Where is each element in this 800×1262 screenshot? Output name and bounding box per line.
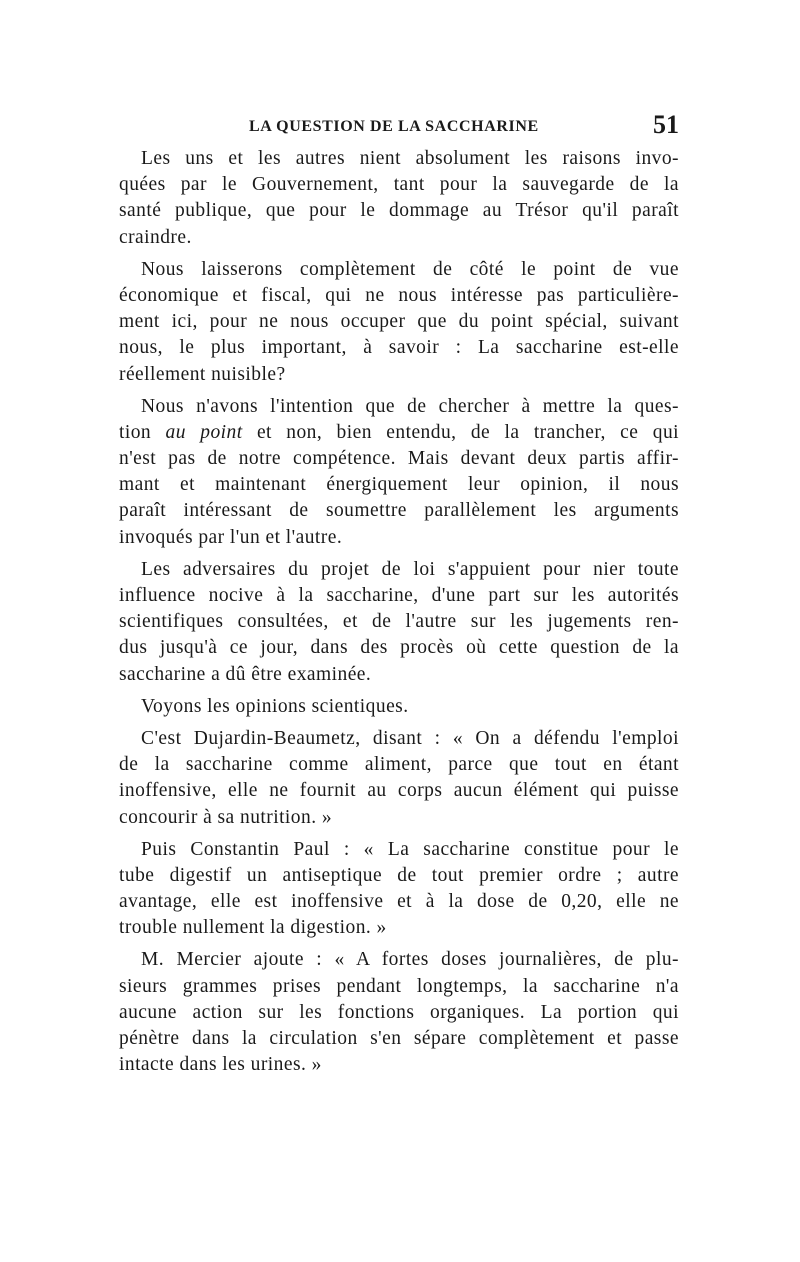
text-line: Les adversaires du projet de loi s'appuient pour nier toute [141, 558, 679, 580]
paragraph [119, 557, 679, 688]
text-line: Nous n'avons l'intention que de chercher à mettre la ques- [141, 395, 679, 417]
text-line: influence nocive à la saccharine, d'une part sur les autorités [119, 585, 679, 606]
text-line: économique et fiscal, qui ne nous intéresse pas particulière- [119, 284, 679, 306]
text-line: intacte dans les urines. » [119, 1054, 322, 1076]
text-line: Voyons les opinions scientiques. [141, 695, 409, 717]
text-line: inoffensive, elle ne fournit au corps aucun élément qui puisse [119, 780, 679, 802]
text-line: concourir à sa nutrition. » [119, 806, 333, 828]
text-line: Les uns et les autres nient absolument les raisons invo- [141, 148, 679, 169]
text-line: scientifiques consultées, et de l'autre sur les jugements ren- [119, 611, 679, 633]
text-line: paraît intéressant de soumettre parallèlement les arguments [119, 500, 679, 522]
text-line: trouble nullement la digestion. » [119, 917, 387, 939]
text-line: C'est Dujardin-Beaumetz, disant : « On a défendu l'emploi [141, 727, 679, 749]
text-line: Nous laisserons complètement de côté le point de vue [141, 258, 679, 280]
text-line: tube digestif un antiseptique de tout premier ordre ; autre [119, 864, 679, 886]
body-text [119, 146, 679, 1084]
text-line: santé publique, que pour le dommage au Trésor qu'il paraît [119, 200, 679, 222]
text-line: avantage, elle est inoffensive et à la dose de 0,20, elle ne [119, 891, 679, 913]
paragraph [119, 394, 679, 551]
paragraph [119, 694, 679, 720]
text-line: réellement nuisible? [119, 363, 286, 385]
text-line: nous, le plus important, à savoir : La saccharine est-elle [119, 337, 679, 359]
text-line: dus jusqu'à ce jour, dans des procès où cette question de la [119, 637, 679, 659]
text-line: mant et maintenant énergiquement leur opinion, il nous [119, 474, 679, 496]
text-fragment: et non, bien entendu, de la trancher, ce qui [256, 421, 680, 443]
text-line: de la saccharine comme aliment, parce que tout en étant [119, 754, 679, 776]
text-line: n'est pas de notre compétence. Mais devant deux partis affir- [119, 448, 679, 470]
paragraph [119, 837, 679, 942]
text-fragment: tion [119, 421, 152, 443]
paragraph [119, 146, 679, 251]
text-line: craindre. [119, 226, 192, 248]
text-line: M. Mercier ajoute : « A fortes doses journalières, de plu- [141, 949, 679, 971]
paragraph [119, 257, 679, 388]
running-header [119, 110, 679, 140]
text-line: sieurs grammes prises pendant longtemps, la saccharine n'a [119, 975, 679, 997]
italic-phrase: au point [165, 421, 243, 443]
paragraph [119, 947, 679, 1078]
text-line: invoqués par l'un et l'autre. [119, 526, 343, 548]
running-title: LA QUESTION DE LA SACCHARINE [249, 118, 539, 135]
text-line: ment ici, pour ne nous occuper que du point spécial, suivant [119, 311, 679, 333]
text-line: aucune action sur les fonctions organiques. La portion qui [119, 1001, 679, 1023]
page-number: 51 [653, 110, 679, 139]
text-line: pénètre dans la circulation s'en sépare complètement et passe [119, 1028, 679, 1049]
text-line: quées par le Gouvernement, tant pour la sauvegarde de la [119, 174, 679, 196]
text-line [119, 420, 679, 446]
text-line: saccharine a dû être examinée. [119, 663, 372, 685]
text-line: Puis Constantin Paul : « La saccharine constitue pour le [141, 838, 679, 860]
paragraph [119, 726, 679, 831]
